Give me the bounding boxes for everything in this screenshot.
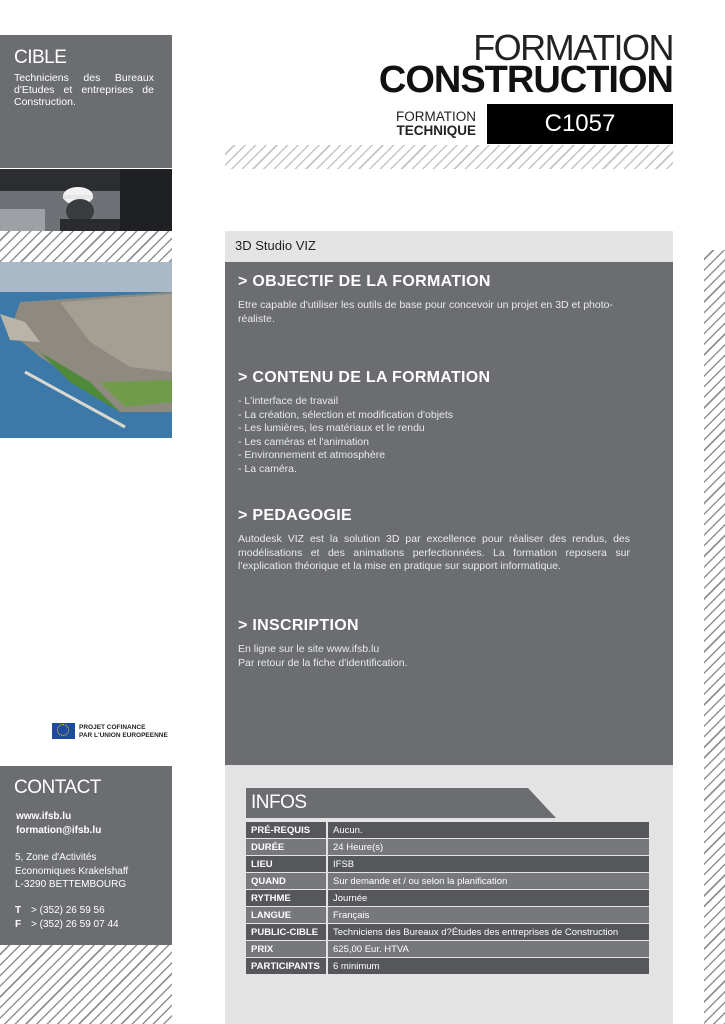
infos-key: LIEU [246,856,328,872]
infos-row [246,907,649,923]
inscription-section [238,617,638,670]
contact-heading: CONTACT [14,777,101,798]
infos-key: PRIX [246,941,328,957]
email-link[interactable]: formation@ifsb.lu [16,825,102,836]
infos-row [246,941,649,957]
cible-heading: CIBLE [14,47,67,68]
infos-value: Techniciens des Bureaux d?Études des entreprises de Construction [328,924,649,940]
eu-line2: PAR L'UNION EUROPEENNE [79,731,168,739]
address-line3: L-3290 BETTEMBOURG [15,879,127,890]
pedagogie-title: > PEDAGOGIE [238,507,352,524]
infos-row [246,958,649,974]
infos-key: PUBLIC-CIBLE [246,924,328,940]
objectif-section [238,273,638,326]
infos-value: IFSB [328,856,649,872]
left-hatch-band-top [0,231,172,262]
infos-row [246,822,649,838]
formation-type-line2: TECHNIQUE [396,123,476,138]
infos-header-tab [246,788,556,818]
contenu-section [238,369,638,476]
contenu-item: - Environnement et atmosphère [238,449,386,461]
contenu-item: - Les caméras et l'animation [238,435,369,448]
infos-value: Aucun. [328,822,649,838]
course-code-badge: C1057 [487,104,673,144]
contenu-item: - La caméra. [238,462,297,475]
subject-title: 3D Studio VIZ [235,238,316,253]
fax-label: F [15,918,22,930]
infos-row [246,873,649,889]
address-line2: Economiques Krakelshaff [15,865,129,877]
infos-table [246,821,649,975]
contenu-item: - La création, sélection et modification d'objets [238,408,454,421]
contenu-item: - Les lumières, les matériaux et le rendu [238,422,425,434]
eu-line1: PROJET COFINANCE [79,724,146,731]
formation-type-line1: FORMATION [396,109,476,124]
infos-value: 6 minimum [328,958,649,974]
cible-text: Techniciens des Bureaux d'Etudes et entreprises de Construction. [14,72,154,108]
infos-row [246,924,649,940]
website-link[interactable]: www.ifsb.lu [16,811,72,822]
pedagogie-section [238,507,630,574]
cible-panel [0,35,172,168]
contenu-item: - L'interface de travail [238,395,339,407]
infos-panel [225,765,673,1024]
infos-value: 625,00 Eur. HTVA [328,941,649,957]
eu-cofinance-logo [52,723,174,741]
eu-flag-icon [52,723,75,739]
fax-number: > (352) 26 59 07 44 [31,918,119,930]
title-construction: CONSTRUCTION [378,59,673,101]
objectif-text: Etre capable d'utiliser les outils de base pour concevoir un projet en 3D et photo-réaliste. [238,299,613,325]
address-line1: 5, Zone d'Activités [15,852,97,863]
infos-row [246,856,649,872]
infos-value: Journée [328,890,649,906]
infos-value: Français [328,907,649,923]
inscription-line2: Par retour de la fiche d'identification. [238,656,408,669]
infos-key: LANGUE [246,907,328,923]
pedagogie-text: Autodesk VIZ est la solution 3D par excellence pour réaliser des rendus, des modélisations et des animations perfectionnées. La formation reposera sur l'explication théorique et la mise en pratique sur support informatique. [238,533,630,572]
infos-row [246,839,649,855]
subject-bar [225,231,673,262]
infos-value: Sur demande et / ou selon la planification [328,873,649,889]
tel-label: T [15,905,22,916]
infos-heading: INFOS [251,792,307,813]
infos-value: 24 Heure(s) [328,839,649,855]
aerial-city-photo [0,262,172,438]
left-hatch-band-bottom [0,945,172,1024]
infos-key: PARTICIPANTS [246,958,328,974]
right-hatch-band [704,250,725,1024]
infos-key: DURÉE [246,839,328,855]
inscription-line1: En ligne sur le site www.ifsb.lu [238,643,380,655]
title-formation: FORMATION [473,27,673,68]
infos-key: RYTHME [246,890,328,906]
main-content-panel [225,262,673,765]
infos-key: QUAND [246,873,328,889]
worker-photo [0,169,172,231]
inscription-text [238,643,638,670]
contact-panel [0,766,172,945]
header-hatch-band [225,145,673,169]
contenu-title: > CONTENU DE LA FORMATION [238,369,491,386]
tel-number: > (352) 26 59 56 [31,905,105,916]
infos-row [246,890,649,906]
infos-key: PRÉ-REQUIS [246,822,328,838]
objectif-title: > OBJECTIF DE LA FORMATION [238,273,491,290]
inscription-title: > INSCRIPTION [238,617,359,634]
